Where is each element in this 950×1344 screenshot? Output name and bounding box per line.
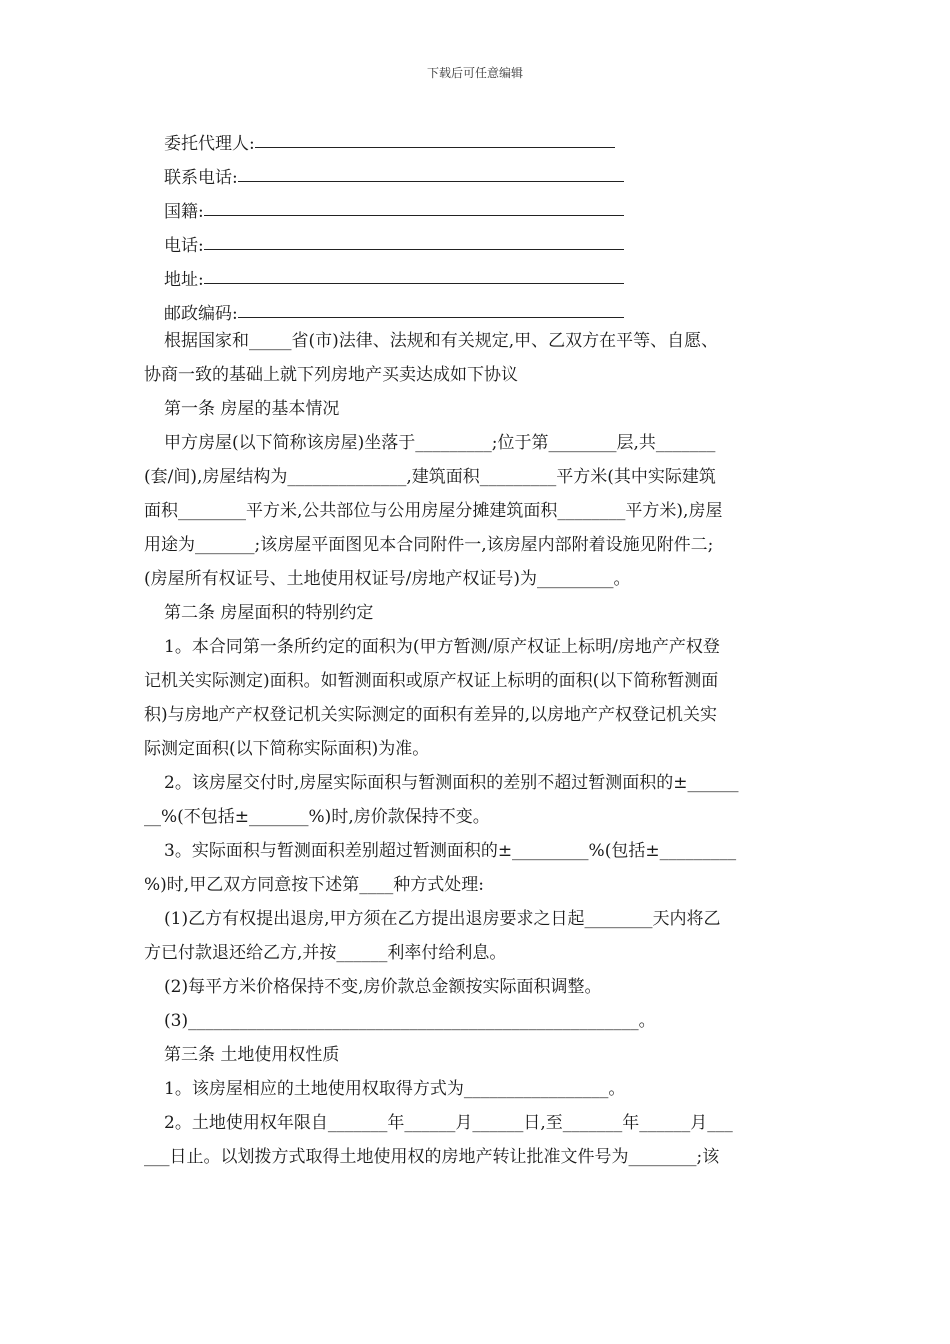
text-line: (套/间),房屋结构为______________,建筑面积_________平方米(其中实际建筑	[144, 467, 716, 487]
field-address	[144, 256, 804, 290]
text-line: 2。土地使用权年限自_______年______月______日,至_______年______月___	[164, 1113, 733, 1133]
text-line: (房屋所有权证号、土地使用权证号/房地产权证号)为_________。	[144, 569, 631, 589]
field-label: 国籍:	[164, 202, 204, 222]
text-line: 用途为_______;该房屋平面图见本合同附件一,该房屋内部附着设施见附件二;	[144, 535, 714, 555]
text-line: 积)与房地产产权登记机关实际测定的面积有差异的,以房地产产权登记机关实	[144, 705, 718, 725]
text-line: %)时,甲乙双方同意按下述第____种方式处理:	[144, 875, 484, 895]
field-nationality	[144, 188, 804, 222]
text-line: 3。实际面积与暂测面积差别超过暂测面积的±_________%(包括±_________	[164, 841, 737, 861]
text-line: (1)乙方有权提出退房,甲方须在乙方提出退房要求之日起________天内将乙	[164, 909, 721, 929]
field-phone	[144, 222, 804, 256]
field-blank	[204, 232, 624, 250]
text-line: (3)_____________________________________________________。	[164, 1011, 656, 1031]
field-agent	[144, 120, 804, 154]
field-blank	[238, 164, 624, 182]
text-line: 协商一致的基础上就下列房地产买卖达成如下协议	[144, 365, 518, 385]
field-blank	[255, 130, 615, 148]
text-line: (2)每平方米价格保持不变,房价款总金额按实际面积调整。	[164, 977, 602, 997]
text-line: 面积________平方米,公共部位与公用房屋分摊建筑面积________平方米),房屋	[144, 501, 723, 521]
article-heading: 第一条 房屋的基本情况	[164, 399, 340, 419]
text-line: 根据国家和_____省(市)法律、法规和有关规定,甲、乙双方在平等、自愿、	[164, 331, 719, 351]
article-heading: 第二条 房屋面积的特别约定	[164, 603, 374, 623]
page-header: 下载后可任意编辑	[426, 66, 523, 80]
field-label: 电话:	[164, 236, 204, 256]
text-line: __%(不包括±_______%)时,房价款保持不变。	[144, 807, 490, 827]
field-blank	[204, 198, 624, 216]
field-label: 邮政编码:	[164, 304, 238, 324]
field-blank	[204, 266, 624, 284]
article-heading: 第三条 土地使用权性质	[164, 1045, 340, 1065]
text-line: 方已付款退还给乙方,并按______利率付给利息。	[144, 943, 507, 963]
text-line: ___日止。以划拨方式取得土地使用权的房地产转让批准文件号为________;该	[144, 1147, 720, 1167]
field-label: 联系电话:	[164, 168, 238, 188]
field-blank	[238, 300, 624, 318]
text-line: 际测定面积(以下简称实际面积)为准。	[144, 739, 430, 759]
field-contact-phone	[144, 154, 804, 188]
field-label: 地址:	[164, 270, 204, 290]
text-line: 甲方房屋(以下简称该房屋)坐落于_________;位于第________层,共_______	[164, 433, 716, 453]
text-line: 记机关实际测定)面积。如暂测面积或原产权证上标明的面积(以下简称暂测面	[144, 671, 719, 691]
field-postcode	[144, 290, 804, 324]
contract-body	[144, 120, 804, 1174]
text-line: 1。该房屋相应的土地使用权取得方式为_________________。	[164, 1079, 626, 1099]
text-line: 1。本合同第一条所约定的面积为(甲方暂测/原产权证上标明/房地产产权登	[164, 637, 720, 657]
text-line: 2。该房屋交付时,房屋实际面积与暂测面积的差别不超过暂测面积的±______	[164, 773, 739, 793]
field-label: 委托代理人:	[164, 134, 255, 154]
